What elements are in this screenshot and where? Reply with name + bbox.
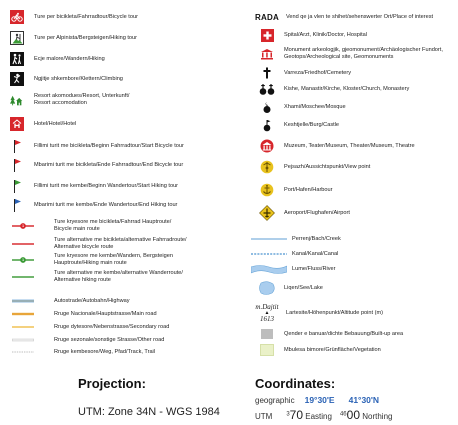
legend-altitude-point	[250, 300, 383, 326]
legend-label: Mbulesa bimore/Grünfläche/Vegetation	[284, 346, 381, 353]
castle-icon	[256, 118, 278, 132]
river-shape	[250, 262, 288, 276]
legend-creek	[250, 232, 341, 246]
legend-museum	[256, 139, 415, 153]
legend-harbour	[256, 183, 333, 197]
monument-icon	[256, 47, 278, 61]
legend-bicycle-tour	[6, 10, 138, 24]
climber-icon	[10, 72, 24, 86]
coordinates-geographic	[255, 395, 379, 405]
airport-icon	[256, 206, 278, 220]
legend-archeological-site	[256, 47, 443, 61]
legend-label: Monument arkeologjik, gjeomonument/Archäologischer Fundort, Geotops/Archeological site, Geomonuments	[284, 47, 443, 60]
legend-label: Lartesite/Höhenpunkt/Altitude point (m)	[286, 309, 384, 316]
legend-highway	[12, 294, 130, 308]
bicycle-alt-route-line	[12, 237, 34, 251]
anchor-icon	[256, 183, 278, 197]
utm-easting: $^3$70 Easting	[286, 408, 332, 422]
legend-label: Rruge sezonale/sonstige Strasse/Other road	[54, 336, 165, 343]
red-flag-icon	[6, 139, 28, 153]
projection-title: Projection:	[78, 376, 146, 391]
legend-label: Mbarimi turit me bicikleta/Ende Fahrradtour/End Bicycle tour	[34, 161, 184, 168]
legend-place-of-interest	[250, 10, 433, 24]
hospital-cross-icon	[261, 29, 274, 42]
legend-hiking-alt-route	[12, 270, 183, 284]
legend-label: Rruge dytesore/Nebenstrasse/Secondary road	[54, 323, 170, 330]
legend-label: Ture per Alpinista/Bergsteigen/Hiking tour	[34, 34, 138, 41]
legend-hiking	[6, 52, 105, 66]
built-up-swatch	[256, 327, 278, 341]
legend-label: Fillimi turit me bicikleta/Beginn Fahrradtour/Start Bicycle tour	[34, 142, 184, 149]
highway-line	[12, 294, 34, 308]
legend-label: Varreza/Friedhof/Cemetery	[284, 69, 352, 76]
legend-label: Rruge Nacionale/Hauptstrasse/Main road	[54, 310, 157, 317]
legend-start-hiking	[6, 179, 178, 193]
legend-lake	[256, 280, 323, 296]
legend-end-hiking	[6, 198, 177, 212]
legend-climbing	[6, 72, 123, 86]
legend-label: Xhami/Moschee/Mosque	[284, 103, 346, 110]
legend-label: Ngjitje shkembore/Klettern/Climbing	[34, 75, 123, 82]
legend-end-bicycle	[6, 158, 183, 172]
legend-castle	[256, 118, 339, 132]
legend-label: Spital/Arzt, Klinik/Doctor, Hospital	[284, 31, 368, 38]
altitude-dot-icon: ▲	[264, 310, 270, 316]
secondary-road-line	[12, 320, 34, 334]
utm-label: UTM	[255, 412, 273, 421]
legend-label: Ecje malore/Wandern/Hiking	[34, 55, 105, 62]
legend-resort	[6, 93, 129, 107]
legend-start-bicycle	[6, 139, 184, 153]
coordinates-utm	[255, 408, 392, 422]
legend-river	[250, 262, 336, 276]
legend-label: Ture kryesore me bicikleta/Fahrrad Hauptroute/ Bicycle main route	[54, 219, 172, 232]
legend-bicycle-alt-route	[12, 237, 187, 251]
utm-northing: $^{46}$00 Northing	[339, 408, 393, 422]
legend-label: Muzeum, Teater/Museum, Theater/Museum, Theatre	[284, 142, 415, 149]
legend-hiking-tour	[6, 31, 137, 45]
legend-label: Ture kryesore me kembe/Wandern, Bergsteigen Hauptroute/Hiking main route	[54, 253, 173, 266]
legend-label: Ture alternative me bicikleta/alternative Fahrradroute/ Alternative bicycle route	[54, 237, 187, 250]
coordinates-title: Coordinates:	[255, 376, 336, 391]
legend-cemetery	[256, 66, 351, 80]
viewpoint-icon	[256, 160, 278, 174]
legend-label: Hotel/Hotel/Hotel	[34, 120, 77, 127]
legend-label: Kishe, Manastir/Kirche, Kloster/Church, Monastery	[284, 85, 410, 92]
geo-latitude: 41°30'N	[348, 395, 380, 405]
legend-label: Pejsazh/Aussichtspunkt/View point	[284, 163, 371, 170]
resort-icon	[10, 93, 24, 107]
legend-label: Aeroport/Flughafen/Airport	[284, 209, 350, 216]
vegetation-swatch	[256, 343, 278, 357]
geo-longitude: 19°30'E	[304, 395, 335, 405]
svg-text:1: 1	[22, 224, 24, 229]
legend-vegetation	[256, 343, 381, 357]
legend-label: Ture per bicikleta/Fahrradtour/Bicycle tour	[34, 13, 138, 20]
mosque-icon	[256, 100, 278, 114]
trail-line	[12, 345, 34, 359]
legend-church	[256, 82, 409, 96]
red-flag-icon	[6, 158, 28, 172]
geo-label: geographic	[255, 396, 295, 405]
creek-line	[250, 232, 288, 246]
legend-label: Qender e banuar/dichte Bebauung/Built-up area	[284, 330, 404, 337]
legend-hiking-main-route	[12, 253, 173, 267]
lake-shape	[256, 280, 278, 296]
legend-secondary-road	[12, 320, 169, 334]
blue-flag-icon	[6, 198, 28, 212]
legend-label: Mbarimi turit me kembe/Ende Wandertour/End Hiking tour	[34, 201, 178, 208]
projection-value: UTM: Zone 34N - WGS 1984	[78, 406, 220, 418]
legend-label: Perrenj/Bach/Creek	[292, 235, 341, 242]
legend-label: Fillimi turit me kembe/Beginn Wandertour/Start Hiking tour	[34, 182, 179, 189]
legend-main-road	[12, 307, 157, 321]
legend-hospital	[256, 28, 367, 42]
legend-label: Port/Hafen/Harbour	[284, 186, 333, 193]
green-flag-icon	[6, 179, 28, 193]
svg-text:1: 1	[22, 258, 24, 263]
legend-label: Liqen/See/Lake	[284, 284, 323, 291]
legend-airport	[256, 206, 350, 220]
bicycle-main-route-line	[12, 219, 34, 233]
mountaineer-icon	[10, 31, 24, 45]
hiker-icon	[10, 52, 24, 66]
legend-label: Lume/Fluss/River	[292, 265, 336, 272]
hiking-main-route-line	[12, 253, 34, 267]
church-icon	[256, 82, 278, 96]
bicycle-icon	[10, 10, 24, 24]
legend-label: Vend qe ja vlen te shihet/sehenswerter Ort/Place of interest	[286, 13, 434, 20]
museum-icon	[256, 139, 278, 153]
legend-label: Resort akomodues/Resort, Unterkunft/ Resort accomodation	[34, 93, 130, 106]
legend-view-point	[256, 160, 370, 174]
legend-hotel	[6, 117, 76, 131]
legend-built-up	[256, 327, 403, 341]
legend-bicycle-main-route	[12, 219, 171, 233]
cross-icon	[256, 66, 278, 80]
legend-canal	[250, 247, 338, 261]
legend-label: Keshtjelle/Burg/Castle	[284, 121, 340, 128]
legend-trail	[12, 345, 155, 359]
legend-label: Ture alternative me kembe/alternative Wanderroute/ Alternative hiking route	[54, 270, 183, 283]
hotel-icon	[10, 117, 24, 131]
canal-line	[250, 247, 288, 261]
legend-mosque	[256, 100, 346, 114]
altitude-sample	[250, 300, 284, 326]
altitude-value: 1613	[260, 315, 274, 323]
rada-label: RADA	[255, 12, 279, 22]
hiking-alt-route-line	[12, 270, 34, 284]
legend-label: Autostrade/Autobahn/Highway	[54, 297, 130, 304]
altitude-place: m.Dajtit	[255, 303, 279, 311]
legend-label: Rruge kembesore/Weg, Pfad/Track, Trail	[54, 348, 156, 355]
main-road-line	[12, 307, 34, 321]
legend-label: Kanal/Kanal/Canal	[292, 250, 339, 257]
